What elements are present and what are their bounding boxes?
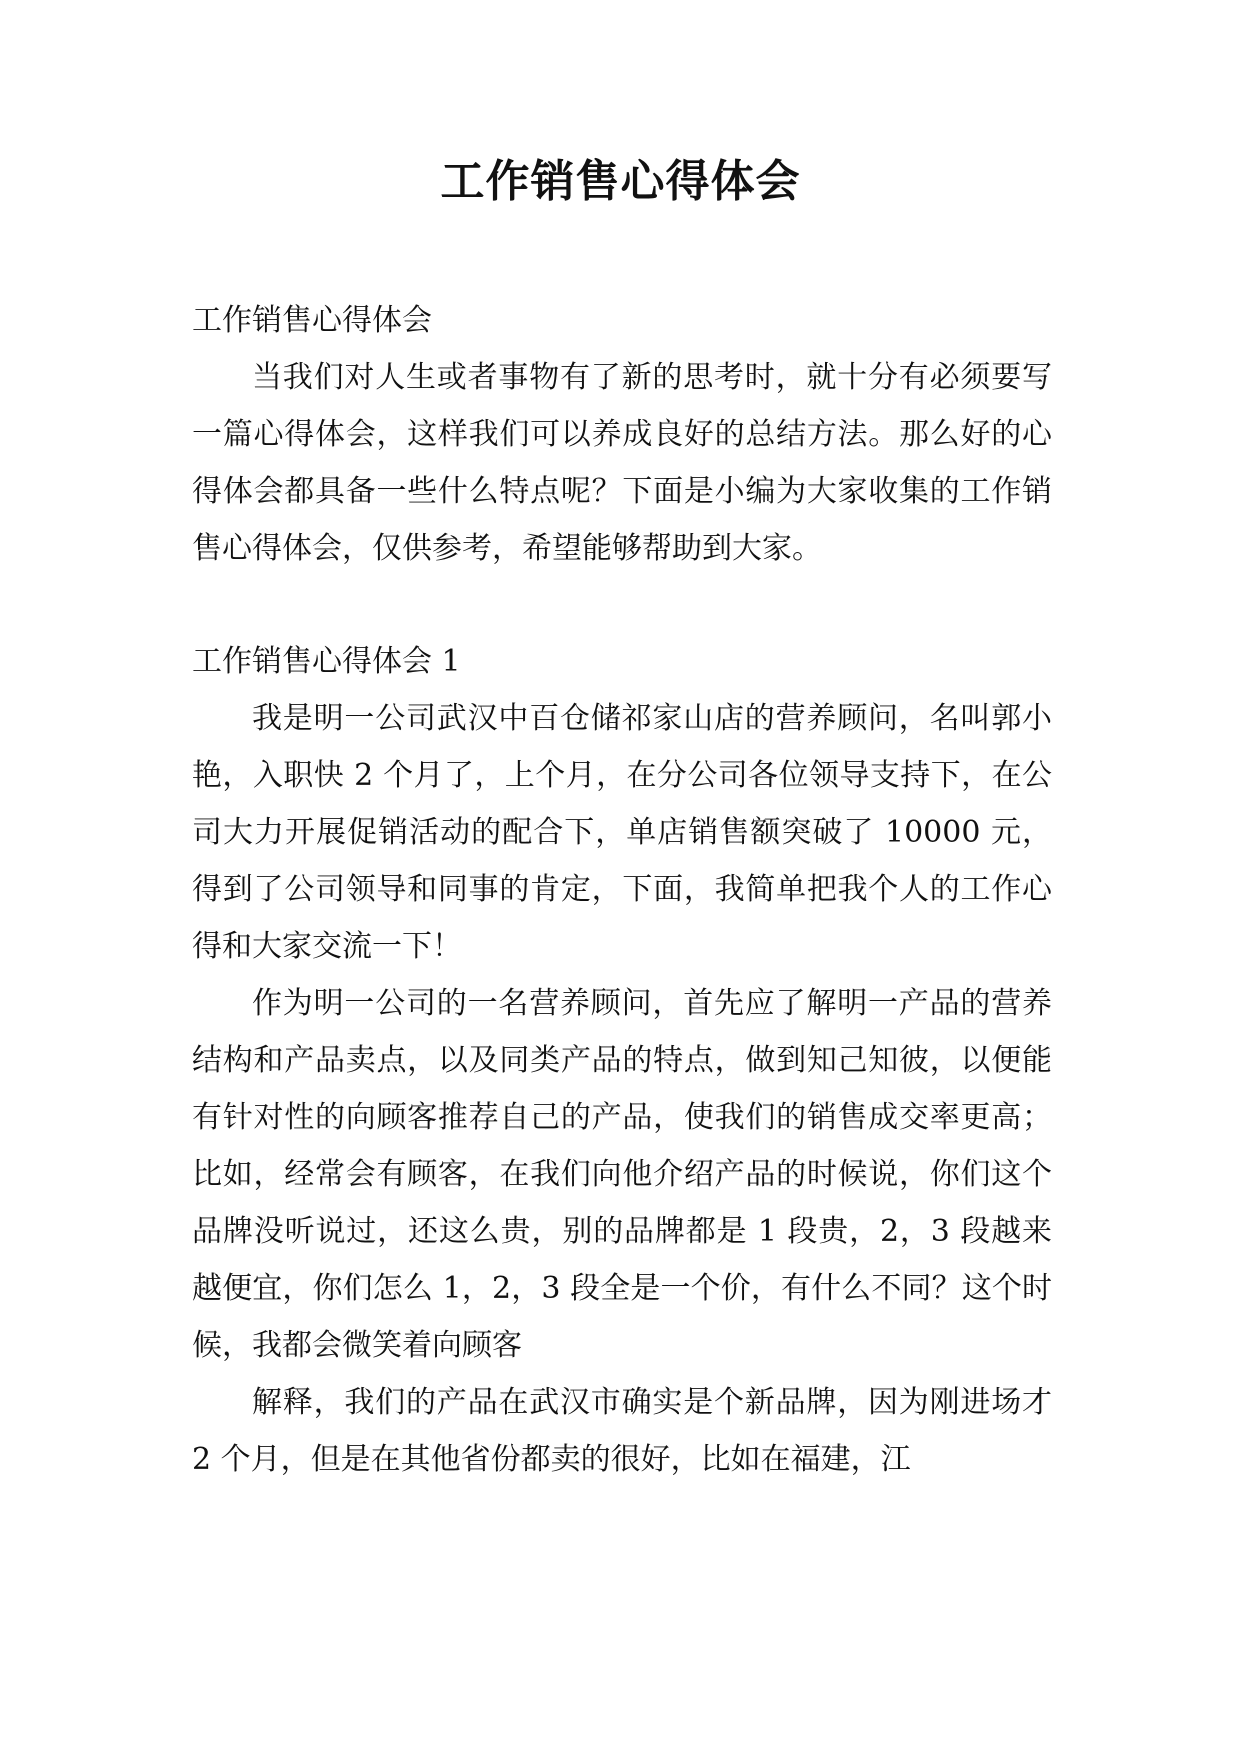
intro-paragraph: 当我们对人生或者事物有了新的思考时，就十分有必须要写一篇心得体会，这样我们可以养成良好的总结方法。那么好的心得体会都具备一些什么特点呢？下面是小编为大家收集的工作销售心得体会，仅供参考，希望能够帮助到大家。	[192, 360, 1052, 566]
document-body	[192, 292, 1052, 1488]
section-heading: 工作销售心得体会 1	[192, 644, 461, 679]
section-spacer	[192, 577, 1052, 633]
intro-heading: 工作销售心得体会	[192, 303, 432, 338]
body-paragraph-2: 作为明一公司的一名营养顾问，首先应了解明一产品的营养结构和产品卖点，以及同类产品的特点，做到知己知彼，以便能有针对性的向顾客推荐自己的产品，使我们的销售成交率更高；比如，经常会有顾客，在我们向他介绍产品的时候说，你们这个品牌没听说过，还这么贵，别的品牌都是 1 段贵，2，3 段越来越便宜，你们怎么 1，2，3 段全是一个价，有什么不同？这个时候，我都会微笑着向顾客	[192, 986, 1052, 1363]
body-paragraph-1: 我是明一公司武汉中百仓储祁家山店的营养顾问，名叫郭小艳，入职快 2 个月了，上个月，在分公司各位领导支持下，在公司大力开展促销活动的配合下，单店销售额突破了 10000 元，得到了公司领导和同事的肯定，下面，我简单把我个人的工作心得和大家交流一下！	[192, 701, 1052, 964]
body-paragraph-3: 解释，我们的产品在武汉市确实是个新品牌，因为刚进场才 2 个月，但是在其他省份都卖的很好，比如在福建，江	[192, 1385, 1052, 1477]
document-title: 工作销售心得体会	[440, 156, 801, 207]
